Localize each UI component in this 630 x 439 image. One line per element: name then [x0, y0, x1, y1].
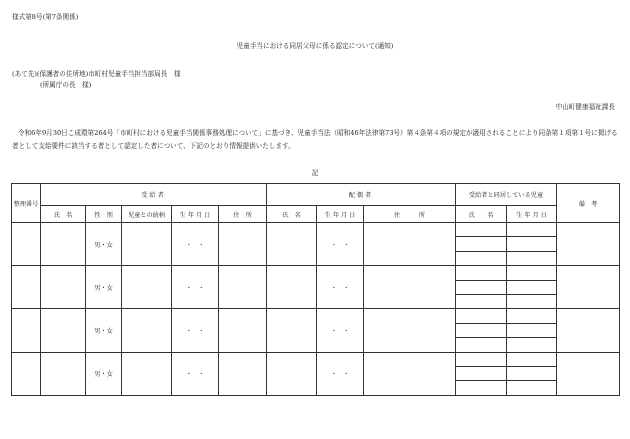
cell-recipient-dob[interactable]: ・ ・ [172, 352, 219, 395]
cell-spouse-dob[interactable]: ・ ・ [317, 352, 364, 395]
col-child-name: 氏 名 [456, 206, 507, 223]
cell-recipient-dob[interactable]: ・ ・ [172, 266, 219, 309]
cell-child-name[interactable] [456, 381, 507, 395]
cell-recipient-address[interactable] [219, 352, 267, 395]
table-subrow [12, 309, 620, 323]
cell-spouse-dob[interactable]: ・ ・ [317, 223, 364, 266]
cell-recipient-name[interactable] [41, 352, 86, 395]
cell-recipient-dob[interactable]: ・ ・ [172, 223, 219, 266]
cell-remarks[interactable] [557, 309, 620, 352]
addressee-line-1: (あて先)(保護者の住所地)市町村児童手当担当部局長 様 [12, 70, 181, 78]
col-recipient-relation: 児童との続柄 [122, 206, 172, 223]
cell-child-name[interactable] [456, 338, 507, 352]
cell-spouse-address[interactable] [364, 223, 456, 266]
cell-recipient-gender[interactable]: 男・女 [86, 266, 122, 309]
group-recipient: 受給者 [41, 184, 267, 206]
cell-spouse-address[interactable] [364, 266, 456, 309]
cell-recipient-name[interactable] [41, 309, 86, 352]
cell-recipient-address[interactable] [219, 266, 267, 309]
cell-child-name[interactable] [456, 294, 507, 308]
cell-child-dob[interactable] [507, 338, 557, 352]
cell-recipient-name[interactable] [41, 266, 86, 309]
cell-child-name[interactable] [456, 223, 507, 237]
col-registration-no: 整理番号 [12, 184, 41, 223]
cell-spouse-dob[interactable]: ・ ・ [317, 309, 364, 352]
cell-registration-no[interactable] [12, 309, 41, 352]
cell-child-dob[interactable] [507, 381, 557, 395]
cell-child-dob[interactable] [507, 251, 557, 265]
cell-child-dob[interactable] [507, 266, 557, 280]
cell-recipient-relation[interactable] [122, 266, 172, 309]
cell-remarks[interactable] [557, 266, 620, 309]
cell-spouse-address[interactable] [364, 352, 456, 395]
addressee-line-2: (所属庁の長 様) [40, 81, 92, 89]
col-child-dob: 生 年 月 日 [507, 206, 557, 223]
cell-recipient-relation[interactable] [122, 223, 172, 266]
cell-child-name[interactable] [456, 237, 507, 251]
table-subrow [12, 223, 620, 237]
cell-spouse-name[interactable] [267, 266, 317, 309]
issuer: 中山町健康福祉課長 [555, 103, 615, 111]
cell-child-dob[interactable] [507, 366, 557, 380]
cell-remarks[interactable] [557, 352, 620, 395]
group-child: 受給者と同居している児童 [456, 184, 557, 206]
cell-child-dob[interactable] [507, 323, 557, 337]
ki-heading: 記 [311, 169, 319, 177]
cell-child-dob[interactable] [507, 309, 557, 323]
cell-recipient-dob[interactable]: ・ ・ [172, 309, 219, 352]
table-subrow [12, 266, 620, 280]
col-spouse-name: 氏 名 [267, 206, 317, 223]
col-recipient-name: 氏 名 [41, 206, 86, 223]
cell-child-name[interactable] [456, 251, 507, 265]
cell-recipient-gender[interactable]: 男・女 [86, 223, 122, 266]
group-spouse: 配偶者 [267, 184, 456, 206]
cell-recipient-relation[interactable] [122, 352, 172, 395]
cell-registration-no[interactable] [12, 352, 41, 395]
cell-child-name[interactable] [456, 309, 507, 323]
document-title: 児童手当における同居父母に係る認定について(通知) [236, 42, 394, 50]
col-recipient-gender: 性 別 [86, 206, 122, 223]
body-paragraph: 令和6年9月30日こ成環第264号「市町村における児童手当関係事務処理について」に基づき、児童手当法（昭和46年法律第73号）第４条第４項の規定が適用されることにより同条第１項第１号に掲げる者として支給要件に該当する者として認定した者について、下記のとおり情報提供いたします。 [12, 129, 618, 150]
cell-child-dob[interactable] [507, 223, 557, 237]
form-code: 様式第8号(第7条関係) [12, 13, 79, 21]
cell-recipient-address[interactable] [219, 223, 267, 266]
cell-child-name[interactable] [456, 280, 507, 294]
cell-spouse-address[interactable] [364, 309, 456, 352]
certification-table [11, 183, 620, 396]
col-recipient-dob: 生 年 月 日 [172, 206, 219, 223]
cell-recipient-gender[interactable]: 男・女 [86, 352, 122, 395]
cell-recipient-name[interactable] [41, 223, 86, 266]
cell-child-name[interactable] [456, 323, 507, 337]
col-remarks: 備 考 [557, 184, 620, 223]
cell-registration-no[interactable] [12, 223, 41, 266]
cell-remarks[interactable] [557, 223, 620, 266]
cell-child-dob[interactable] [507, 352, 557, 366]
cell-spouse-name[interactable] [267, 352, 317, 395]
cell-child-name[interactable] [456, 266, 507, 280]
cell-child-dob[interactable] [507, 280, 557, 294]
col-recipient-address: 住 所 [219, 206, 267, 223]
cell-child-dob[interactable] [507, 294, 557, 308]
cell-registration-no[interactable] [12, 266, 41, 309]
cell-recipient-address[interactable] [219, 309, 267, 352]
cell-spouse-name[interactable] [267, 309, 317, 352]
cell-recipient-relation[interactable] [122, 309, 172, 352]
cell-child-name[interactable] [456, 352, 507, 366]
cell-child-dob[interactable] [507, 237, 557, 251]
col-spouse-dob: 生 年 月 日 [317, 206, 364, 223]
cell-spouse-dob[interactable]: ・ ・ [317, 266, 364, 309]
cell-spouse-name[interactable] [267, 223, 317, 266]
table-subrow [12, 352, 620, 366]
col-spouse-address: 住 所 [364, 206, 456, 223]
cell-recipient-gender[interactable]: 男・女 [86, 309, 122, 352]
cell-child-name[interactable] [456, 366, 507, 380]
